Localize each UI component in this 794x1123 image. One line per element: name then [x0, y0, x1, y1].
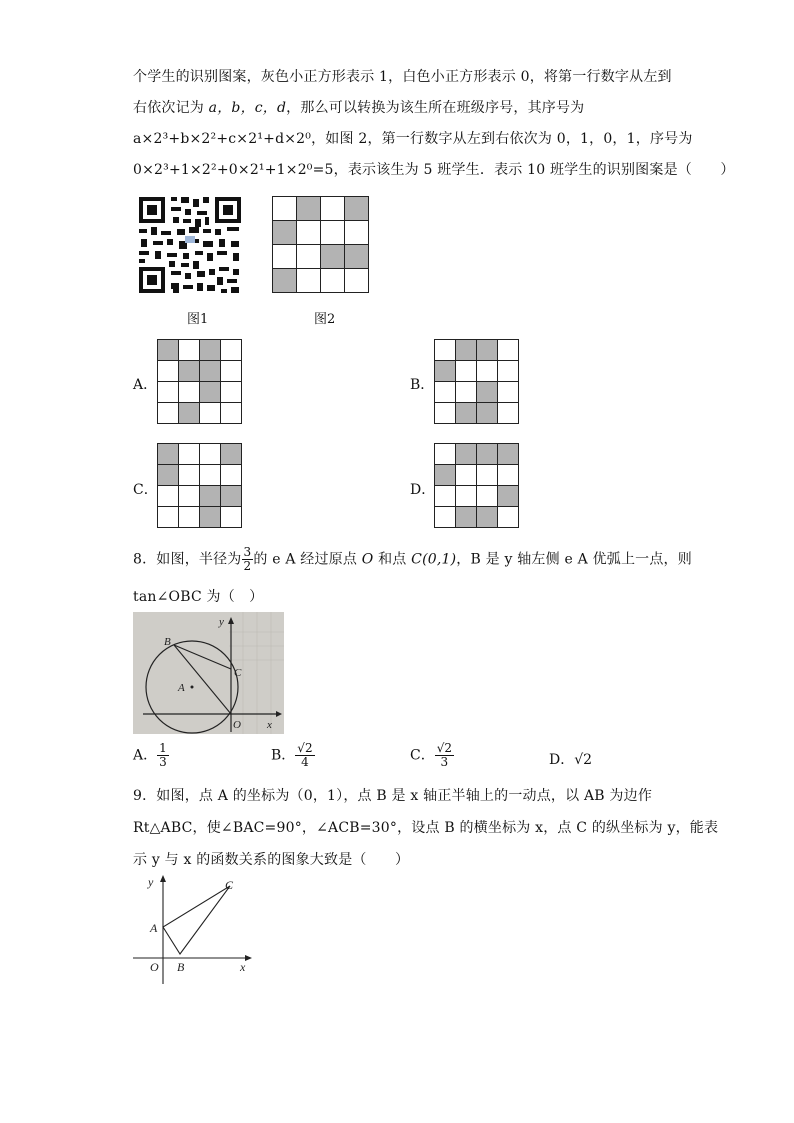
- white-cell: [345, 269, 369, 293]
- white-cell: [435, 403, 456, 424]
- q8-frac-num: 3: [243, 545, 252, 559]
- white-cell: [158, 486, 179, 507]
- gray-cell: [498, 444, 519, 465]
- q8-option-c-den: 3: [440, 755, 449, 769]
- white-cell: [221, 361, 242, 382]
- q9-fig-label-a: A: [150, 921, 158, 935]
- figure-1-caption: 图1: [187, 312, 209, 327]
- white-cell: [273, 245, 297, 269]
- gray-cell: [179, 403, 200, 424]
- white-cell: [477, 361, 498, 382]
- white-cell: [179, 465, 200, 486]
- q8-fig-label-y: y: [219, 616, 224, 628]
- q9-triangle-figure: [133, 872, 258, 987]
- gray-cell: [158, 340, 179, 361]
- q8-option-d-label: D．: [549, 752, 575, 768]
- intro-line-2-vars: a，b，c，d: [208, 100, 287, 116]
- intro-line-2-post: ，那么可以转换为该生所在班级序号，其序号为: [286, 100, 585, 116]
- gray-cell: [456, 444, 477, 465]
- option-c-label[interactable]: C．: [133, 482, 158, 498]
- gray-cell: [477, 444, 498, 465]
- intro-line-1: 个学生的识别图案，灰色小正方形表示 1，白色小正方形表示 0，将第一行数字从左到: [133, 69, 672, 85]
- q8-option-c[interactable]: [410, 742, 454, 769]
- q8-point-c: C(0,1): [411, 551, 457, 568]
- white-cell: [456, 382, 477, 403]
- white-cell: [498, 361, 519, 382]
- gray-cell: [221, 444, 242, 465]
- option-b-grid[interactable]: [434, 339, 519, 424]
- q8-fig-label-c: C: [234, 667, 242, 679]
- intro-line-3: a×2³+b×2²+c×2¹+d×2⁰，如图 2，第一行数字从左到右依次为 0，1，0，1，序号为: [133, 131, 693, 147]
- q8-option-c-label: C．: [410, 747, 435, 764]
- white-cell: [321, 197, 345, 221]
- gray-cell: [200, 486, 221, 507]
- gray-cell: [456, 403, 477, 424]
- gray-cell: [477, 382, 498, 403]
- intro-line-2-pre: 右依次记为: [133, 100, 209, 116]
- q8-fig-label-b: B: [164, 636, 171, 648]
- q9-fig-label-c: C: [225, 878, 234, 892]
- gray-cell: [477, 507, 498, 528]
- gray-cell: [158, 444, 179, 465]
- option-a-label[interactable]: A．: [133, 377, 158, 393]
- q8-option-d-value: √2: [574, 752, 593, 768]
- option-d-label[interactable]: D．: [410, 482, 436, 498]
- white-cell: [179, 486, 200, 507]
- white-cell: [498, 382, 519, 403]
- q8-line-1: [133, 546, 692, 573]
- white-cell: [297, 245, 321, 269]
- figure-2-grid: [272, 196, 369, 293]
- white-cell: [273, 197, 297, 221]
- q8-option-a-den: 3: [159, 755, 167, 769]
- q8-circle-figure: [133, 612, 284, 734]
- white-cell: [321, 221, 345, 245]
- intro-line-2: [133, 97, 584, 117]
- gray-cell: [435, 465, 456, 486]
- q8-option-c-fraction: [435, 742, 454, 769]
- white-cell: [477, 465, 498, 486]
- white-cell: [477, 486, 498, 507]
- white-cell: [200, 403, 221, 424]
- q9-fig-label-y: y: [148, 875, 154, 889]
- q8-option-b-fraction: [295, 742, 314, 769]
- gray-cell: [345, 197, 369, 221]
- option-b-label[interactable]: B．: [410, 377, 435, 393]
- intro-line-4: 0×2³+1×2²+0×2¹+1×2⁰=5，表示该生为 5 班学生．表示 10 班学生的识别图案是（ ）: [133, 162, 735, 178]
- white-cell: [179, 444, 200, 465]
- white-cell: [435, 444, 456, 465]
- q8-point-o: O: [361, 551, 374, 568]
- q8-frac-den: 2: [243, 559, 252, 573]
- q8-option-b-label: B．: [271, 747, 296, 764]
- white-cell: [221, 403, 242, 424]
- white-cell: [158, 507, 179, 528]
- q8-option-d[interactable]: [549, 749, 592, 769]
- option-c-grid[interactable]: [157, 443, 242, 528]
- gray-cell: [345, 245, 369, 269]
- white-cell: [158, 403, 179, 424]
- white-cell: [221, 382, 242, 403]
- gray-cell: [297, 197, 321, 221]
- q9-fig-label-b: B: [177, 960, 185, 974]
- white-cell: [498, 340, 519, 361]
- gray-cell: [200, 361, 221, 382]
- gray-cell: [200, 507, 221, 528]
- white-cell: [200, 444, 221, 465]
- q8-fig-label-a: A: [178, 682, 185, 694]
- q8-option-a-label: A．: [133, 747, 158, 764]
- white-cell: [498, 403, 519, 424]
- q8-option-a-num: 1: [159, 741, 167, 755]
- q8-text-3: 和点: [373, 551, 412, 568]
- white-cell: [498, 507, 519, 528]
- white-cell: [456, 486, 477, 507]
- gray-cell: [273, 269, 297, 293]
- option-d-grid[interactable]: [434, 443, 519, 528]
- figure-2-caption: 图2: [314, 312, 336, 327]
- white-cell: [221, 465, 242, 486]
- q8-option-c-num: √2: [436, 741, 452, 755]
- gray-cell: [221, 486, 242, 507]
- q8-option-b-den: 4: [301, 755, 309, 769]
- option-a-grid[interactable]: [157, 339, 242, 424]
- white-cell: [221, 340, 242, 361]
- q8-option-a-fraction: [157, 742, 169, 769]
- q9-fig-label-o: O: [150, 960, 159, 974]
- gray-cell: [456, 507, 477, 528]
- q9-line-1: 9．如图，点 A 的坐标为（0，1），点 B 是 x 轴正半轴上的一动点，以 AB 为边作: [133, 788, 653, 804]
- gray-cell: [456, 340, 477, 361]
- white-cell: [498, 465, 519, 486]
- white-cell: [321, 269, 345, 293]
- gray-cell: [477, 403, 498, 424]
- q8-text-4: ，B 是 y 轴左侧 e A 优弧上一点，则: [456, 551, 692, 568]
- white-cell: [179, 507, 200, 528]
- q9-line-3: 示 y 与 x 的函数关系的图象大致是（ ）: [133, 852, 410, 868]
- gray-cell: [498, 486, 519, 507]
- white-cell: [456, 361, 477, 382]
- white-cell: [435, 486, 456, 507]
- q8-radius-fraction: [242, 546, 254, 573]
- white-cell: [297, 269, 321, 293]
- q8-fig-label-x: x: [267, 719, 272, 731]
- q9-line-2: Rt△ABC，使∠BAC=90°，∠ACB=30°，设点 B 的横坐标为 x，点 C 的纵坐标为 y，能表: [133, 820, 719, 836]
- gray-cell: [477, 340, 498, 361]
- white-cell: [456, 465, 477, 486]
- white-cell: [179, 340, 200, 361]
- qr-code-figure-1: [137, 195, 243, 295]
- white-cell: [345, 221, 369, 245]
- q8-option-a[interactable]: [133, 742, 169, 769]
- white-cell: [435, 507, 456, 528]
- white-cell: [200, 465, 221, 486]
- gray-cell: [273, 221, 297, 245]
- q8-option-b[interactable]: [271, 742, 315, 769]
- white-cell: [179, 382, 200, 403]
- q8-option-b-num: √2: [297, 741, 313, 755]
- q8-text-1: 8．如图，半径为: [133, 551, 242, 568]
- gray-cell: [321, 245, 345, 269]
- gray-cell: [179, 361, 200, 382]
- q8-fig-label-o: O: [233, 719, 241, 731]
- gray-cell: [158, 465, 179, 486]
- gray-cell: [200, 340, 221, 361]
- white-cell: [158, 361, 179, 382]
- white-cell: [158, 382, 179, 403]
- white-cell: [435, 340, 456, 361]
- q9-fig-label-x: x: [240, 960, 246, 974]
- gray-cell: [200, 382, 221, 403]
- gray-cell: [435, 361, 456, 382]
- q8-line-2: tan∠OBC 为（ ）: [133, 589, 264, 605]
- white-cell: [297, 221, 321, 245]
- white-cell: [435, 382, 456, 403]
- q8-text-2: 的 e A 经过原点: [253, 551, 362, 568]
- white-cell: [221, 507, 242, 528]
